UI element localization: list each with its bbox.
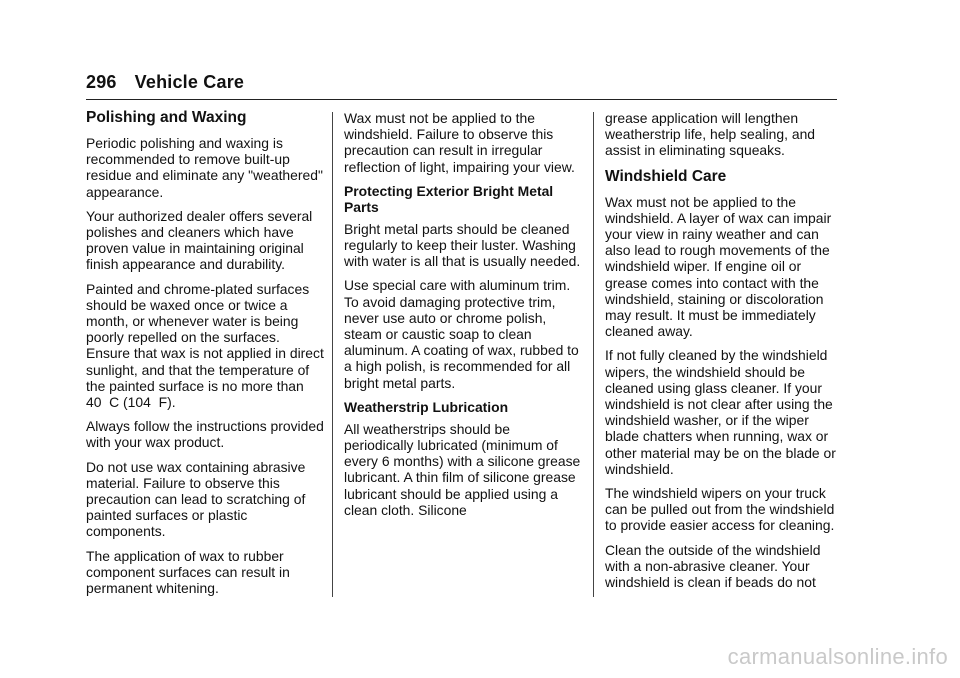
page-number: 296 xyxy=(86,72,117,92)
paragraph: Painted and chrome-plated surfaces should be waxed once or twice a month, or whenever water is being poorly repelled on the surfaces. Ensure that wax is not applied in direct sunlight, and that the temperature of the painted surface is no more than 40 C (104 F). xyxy=(86,280,324,411)
paragraph: Wax must not be applied to the windshield. A layer of wax can impair your view in rainy weather and can also lead to rough movements of the windshield wiper. If engine oil or grease comes into contact with the windshield, staining or discoloration may result. It must be immediately cleaned away. xyxy=(605,193,832,340)
column-3 xyxy=(605,110,843,598)
column-2 xyxy=(344,110,582,526)
heading-windshield-care: Windshield Care xyxy=(605,167,727,185)
paragraph: Your authorized dealer offers several polishes and cleaners which have proven value in maintaining original finish appearance and durability. xyxy=(86,207,313,273)
subheading-weatherstrip: Weatherstrip Lubrication xyxy=(344,398,509,415)
heading-polishing-waxing: Polishing and Waxing xyxy=(86,109,247,126)
paragraph: Do not use wax containing abrasive material. Failure to observe this precaution can lead to scratching of painted surfaces or plastic components. xyxy=(86,458,306,540)
paragraph: Clean the outside of the windshield with a non-abrasive cleaner. Your windshield is clean if beads do not xyxy=(605,541,821,591)
page-header xyxy=(86,72,244,93)
paragraph: Bright metal parts should be cleaned regularly to keep their luster. Washing with water is all that is usually needed. xyxy=(344,220,581,270)
column-1 xyxy=(86,108,324,604)
column-divider-2 xyxy=(593,112,594,597)
paragraph: Periodic polishing and waxing is recommended to remove built-up residue and eliminate any "weathered" appearance. xyxy=(86,135,323,200)
paragraph: The application of wax to rubber component surfaces can result in permanent whitening. xyxy=(86,547,290,597)
column-divider-1 xyxy=(332,112,333,597)
header-rule xyxy=(86,99,837,100)
paragraph: If not fully cleaned by the windshield wipers, the windshield should be cleaned using glass cleaner. If your windshield is not clear after using the windshield washer, or if the wiper blade chatters when running, wax or other material may be on the blade or windshield. xyxy=(605,347,836,477)
watermark: carmanualsonline.info xyxy=(727,644,948,669)
paragraph: Wax must not be applied to the windshield. Failure to observe this precaution can result in irregular reflection of light, impairing your view. xyxy=(344,110,575,175)
subheading-bright-metal: Protecting Exterior Bright Metal Parts xyxy=(344,182,554,215)
paragraph: The windshield wipers on your truck can be pulled out from the windshield to provide easier access for cleaning. xyxy=(605,485,835,534)
paragraph: Use special care with aluminum trim. To avoid damaging protective trim, never use auto or chrome polish, steam or caustic soap to clean aluminum. A coating of wax, rubbed to a high polish, is recommended for all bright metal parts. xyxy=(344,277,579,391)
paragraph: All weatherstrips should be periodically lubricated (minimum of every 6 months) with a silicone grease lubricant. A thin film of silicone grease lubricant should be applied using a clean cloth. Silicone xyxy=(344,420,581,518)
paragraph: Always follow the instructions provided with your wax product. xyxy=(86,418,324,451)
section-title: Vehicle Care xyxy=(134,72,245,92)
paragraph: grease application will lengthen weatherstrip life, help sealing, and assist in eliminating squeaks. xyxy=(605,110,816,159)
